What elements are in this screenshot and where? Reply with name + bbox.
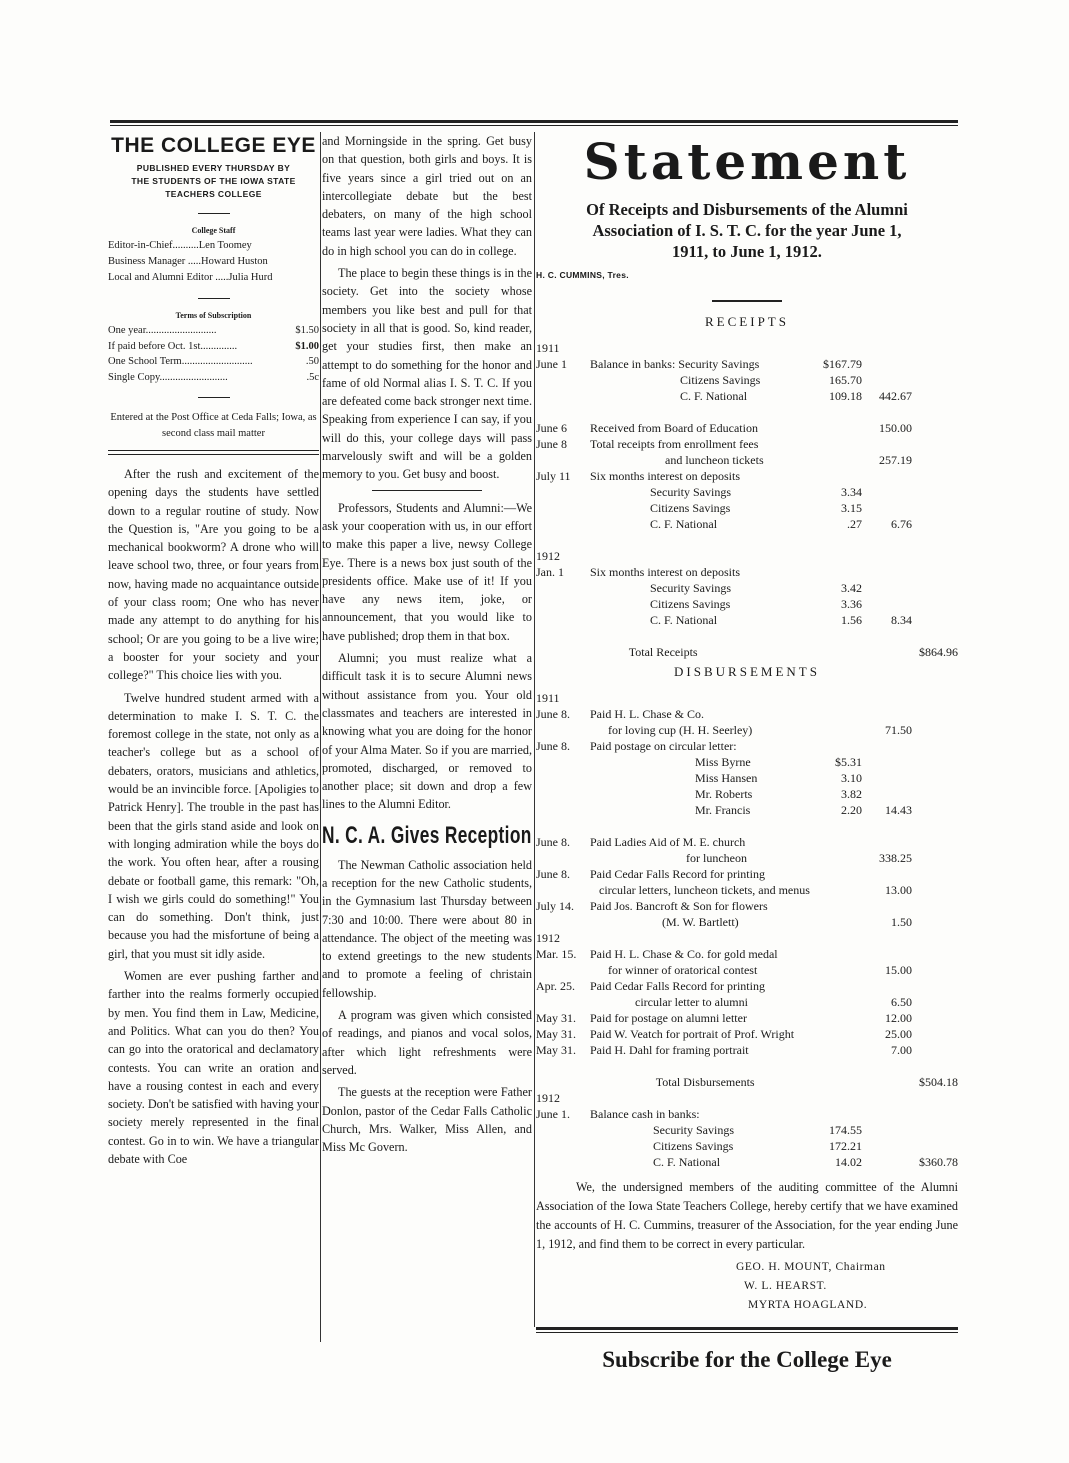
staff-heading: College Staff: [191, 226, 236, 235]
statement-subtitle: Association of I. S. T. C. for the year June 1,: [592, 221, 902, 240]
ledger-text: Balance in banks: Security Savings: [590, 357, 760, 371]
ledger-subtotal: 257.19: [879, 453, 912, 467]
ledger-total: $864.96: [919, 645, 958, 659]
ledger-row: [536, 866, 958, 882]
ledger-date: June 1: [536, 357, 567, 371]
ledger-row: [536, 1026, 958, 1042]
ledger-row: [536, 882, 958, 898]
disbursements-ledger: [536, 690, 958, 1170]
ledger-row: [536, 738, 958, 754]
editorial-paragraph: The place to begin these things is in the society. Get into the society whose members you like best and pull for that society in all that is good. So, kind reader, get your studies first, then make an attempt to do something for the honor and fame of old Normal alias I. S. T. C. If you are defeated come back stronger next time. Speaking from experience I can say, if you will do this, your college days will pass marvelously swift and will be a golden memory to you. Get busy and boost.: [322, 266, 532, 482]
ledger-total: $504.18: [919, 1075, 958, 1089]
terms-label: Single Copy..........................: [108, 371, 228, 383]
ledger-text: Paid for postage on alumni letter: [590, 1011, 747, 1025]
ledger-amount: 174.55: [829, 1123, 862, 1137]
column-divider: [534, 132, 535, 1327]
double-rule: [108, 450, 319, 455]
ledger-text: circular letters, luncheon tickets, and menus: [590, 883, 810, 897]
ledger-date: Jan. 1: [536, 565, 564, 579]
certification-paragraph: We, the undersigned members of the auditing committee of the Alumni Association of the Iowa State Teachers College, hereby certify that we have examined the accounts of H. C. Cummins, treasurer of the Association, for the year ending June 1, 1912, and find them to be correct in every particular.: [536, 1180, 958, 1251]
ledger-date: June 8: [536, 437, 567, 451]
bottom-rule: [536, 1327, 958, 1333]
ledger-text: Total Disbursements: [590, 1075, 755, 1089]
ledger-text: Mr. Roberts: [590, 787, 753, 801]
ledger-row: [536, 706, 958, 722]
top-rule-thin: [110, 125, 958, 126]
column-left: [108, 132, 319, 1172]
ledger-date: June 6: [536, 421, 567, 435]
column-divider: [320, 132, 321, 1342]
ledger-amount: 3.10: [841, 771, 862, 785]
ledger-subtotal: 6.76: [891, 517, 912, 531]
ledger-row: [536, 914, 958, 930]
ledger-subtotal: 442.67: [879, 389, 912, 403]
terms-label: One year...........................: [108, 325, 217, 336]
divider: [198, 397, 230, 398]
ledger-text: Paid Jos. Bancroft & Son for flowers: [590, 899, 768, 913]
ledger-text: Total Receipts: [590, 645, 698, 659]
ledger-amount: 3.15: [841, 501, 862, 515]
ledger-text: Security Savings: [590, 485, 731, 499]
ledger-row: [536, 452, 958, 468]
editorial-paragraph: and Morningside in the spring. Get busy on that question, both girls and boys. It is five years since a girl tried out on an intercollegiate debate but the best debaters, on many of the high school teams last year were ladies. What they can do in high school you can do in college.: [322, 134, 532, 258]
ledger-date: June 8.: [536, 867, 570, 881]
ledger-text: Balance cash in banks:: [590, 1107, 700, 1121]
top-rule: [110, 120, 958, 123]
ledger-text: Paid H. L. Chase & Co. for gold medal: [590, 947, 778, 961]
masthead-line: PUBLISHED EVERY THURSDAY BY: [136, 163, 291, 173]
ledger-text: for loving cup (H. H. Seerley): [590, 723, 753, 737]
terms-row: [108, 354, 319, 370]
ledger-row: [536, 1154, 958, 1170]
signature-member: MYRTA HOAGLAND.: [748, 1299, 868, 1311]
staff-local: Local and Alumni Editor .....Julia Hurd: [108, 272, 273, 283]
ledger-amount: 3.36: [841, 597, 862, 611]
ledger-date: July 11: [536, 469, 571, 483]
ledger-subtotal: 12.00: [885, 1011, 912, 1025]
signature-member: W. L. HEARST.: [744, 1280, 827, 1292]
disbursements-heading: DISBURSEMENTS: [674, 664, 820, 679]
ledger-row: [536, 532, 958, 548]
ledger-text: Paid Cedar Falls Record for printing: [590, 867, 765, 881]
reception-headline: N. C. A. Gives Reception: [322, 821, 532, 849]
ledger-text: Received from Board of Education: [590, 421, 758, 435]
ledger-text: Paid postage on circular letter:: [590, 739, 737, 753]
statement-title: Statement: [583, 132, 911, 191]
ledger-row: [536, 420, 958, 436]
ledger-row: [536, 930, 958, 946]
ledger-date: Mar. 15.: [536, 947, 577, 961]
ledger-row: [536, 500, 958, 516]
ledger-text: Citizens Savings: [590, 1139, 734, 1153]
treasurer-line: H. C. CUMMINS, Tres.: [536, 270, 629, 280]
ledger-text: and luncheon tickets: [590, 453, 764, 467]
ledger-text: Paid Cedar Falls Record for printing: [590, 979, 765, 993]
ledger-row: [536, 978, 958, 994]
ledger-row: [536, 834, 958, 850]
ledger-row: [536, 644, 958, 660]
ledger-subtotal: 338.25: [879, 851, 912, 865]
subscribe-banner: Subscribe for the College Eye: [602, 1347, 892, 1372]
ledger-row: [536, 388, 958, 404]
ledger-text: C. F. National: [590, 1155, 721, 1169]
ledger-row: [536, 802, 958, 818]
ledger-subtotal: 6.50: [891, 995, 912, 1009]
ledger-subtotal: 25.00: [885, 1027, 912, 1041]
ledger-row: [536, 484, 958, 500]
ledger-amount: $167.79: [823, 357, 862, 371]
terms-row: [108, 370, 319, 386]
ledger-row: [536, 372, 958, 388]
ledger-row: [536, 1074, 958, 1090]
ledger-row: [536, 754, 958, 770]
ledger-row: [536, 962, 958, 978]
ledger-date: June 8.: [536, 707, 570, 721]
ledger-text: Paid H. L. Chase & Co.: [590, 707, 704, 721]
terms-heading: Terms of Subscription: [175, 311, 252, 320]
ledger-text: Total receipts from enrollment fees: [590, 437, 759, 451]
receipts-ledger: [536, 340, 958, 660]
ledger-row: [536, 612, 958, 628]
ledger-date: 1912: [536, 549, 560, 563]
ledger-row: [536, 548, 958, 564]
ledger-amount: 2.20: [841, 803, 862, 817]
ledger-amount: 14.02: [835, 1155, 862, 1169]
divider: [198, 213, 230, 214]
ledger-text: Six months interest on deposits: [590, 565, 740, 579]
ledger-text: Paid Ladies Aid of M. E. church: [590, 835, 746, 849]
ledger-row: [536, 946, 958, 962]
statement-subtitle: Of Receipts and Disbursements of the Alumni: [586, 200, 908, 219]
ledger-amount: 3.82: [841, 787, 862, 801]
ledger-row: [536, 786, 958, 802]
ledger-subtotal: 14.43: [885, 803, 912, 817]
ledger-row: [536, 340, 958, 356]
ledger-amount: 165.70: [829, 373, 862, 387]
staff-business: Business Manager .....Howard Huston: [108, 256, 268, 267]
ledger-date: 1911: [536, 341, 560, 355]
ledger-amount: 1.56: [841, 613, 862, 627]
ledger-text: Paid H. Dahl for framing portrait: [590, 1043, 749, 1057]
editorial-paragraph: After the rush and excitement of the opening days the students have settled down to a regular routine of study. Now the Question is, "Are you going to be a mechanical bookworm? A drone who will leave school two, three, or four years from now, having made no acquaintance outside of your class room; One who has never made any attempt to do anything for his school; Or are you going to be a live wire; a booster for your society and your college?" This choice lies with you.: [108, 467, 319, 683]
ledger-row: [536, 690, 958, 706]
ledger-text: Security Savings: [590, 1123, 734, 1137]
ledger-subtotal: 150.00: [879, 421, 912, 435]
ledger-amount: 109.18: [829, 389, 862, 403]
masthead-line: THE STUDENTS OF THE IOWA STATE: [131, 176, 296, 186]
ledger-row: [536, 516, 958, 532]
terms-row: [108, 339, 319, 355]
ledger-date: May 31.: [536, 1011, 576, 1025]
ledger-text: Miss Hansen: [590, 771, 758, 785]
signature-chairman: GEO. H. MOUNT, Chairman: [736, 1261, 886, 1273]
ledger-row: [536, 722, 958, 738]
ledger-date: Apr. 25.: [536, 979, 575, 993]
ledger-row: [536, 468, 958, 484]
ledger-text: Mr. Francis: [590, 803, 751, 817]
alumni-paragraph: Alumni; you must realize what a difficult task it is to secure Alumni news without assistance from you. Your old classmates and teachers are interested in knowing what you are doing for the honor of your Alma Mater. So if you are married, promoted, discharged, or removed to another place; sit down and drop a few lines to the Alumni Editor.: [322, 651, 532, 812]
ledger-date: May 31.: [536, 1043, 576, 1057]
terms-list: [108, 323, 319, 385]
column-right: [536, 132, 958, 1373]
ledger-row: [536, 1090, 958, 1106]
ledger-text: C. F. National: [590, 613, 718, 627]
terms-price: .5c: [306, 371, 319, 383]
ledger-subtotal: 71.50: [885, 723, 912, 737]
ledger-row: [536, 628, 958, 644]
ledger-text: for luncheon: [590, 851, 747, 865]
entered-notice: Entered at the Post Office at Ceda Falls; Iowa, as second class mail matter: [110, 412, 317, 439]
terms-price: .50: [305, 356, 319, 367]
ledger-subtotal: 8.34: [891, 613, 912, 627]
column-middle: [322, 132, 532, 1160]
terms-label: If paid before Oct. 1st..............: [108, 340, 238, 352]
ledger-total: $360.78: [919, 1155, 958, 1169]
ledger-row: [536, 404, 958, 420]
ledger-subtotal: 13.00: [885, 883, 912, 897]
alumni-paragraph: Professors, Students and Alumni:—We ask your cooperation with us, in our effort to make this paper a live, newsy College Eye. There is a news box just south of the presidents office. Make use of it! If you have any news item, joke, or announcement, that you would like to have published; drop them in that box.: [322, 500, 532, 643]
terms-row: [108, 323, 319, 339]
divider: [372, 490, 482, 491]
ledger-subtotal: 1.50: [891, 915, 912, 929]
ledger-date: 1912: [536, 1091, 560, 1105]
ledger-row: [536, 564, 958, 580]
masthead-line: TEACHERS COLLEGE: [165, 189, 262, 199]
ledger-row: [536, 436, 958, 452]
editorial-paragraph: Women are ever pushing farther and farther into the realms formerly occupied by men. You find them in Law, Medicine, and Politics. What can you do then? You can go into the oratorical and declamatory contests. You can write an oration and have a rousing contest in each and every society. Don't be satisfied with having your society merely represented in the final contest. Go in to win. We have a triangular debate with Coe: [108, 969, 319, 1166]
ledger-row: [536, 1010, 958, 1026]
ledger-row: [536, 1042, 958, 1058]
ledger-row: [536, 356, 958, 372]
receipts-heading: RECEIPTS: [705, 314, 789, 329]
ledger-row: [536, 596, 958, 612]
editorial-paragraph: Twelve hundred student armed with a determination to make I. S. T. C. the foremost college in the state, not only as a teacher's college but as a school of debaters, orators, musicians and athletics, would be an invincible force. [Apoligies to Patrick Henry]. The trouble in the past has been that the girls stand aside and look on with longing admiration while the boys do the work. You often hear, after a rousing debate or football game, this remark: "Oh, I wish we girls could do something!" You can do something. Don't think, just because you had the misfortune of being a girl, that you must sit idly aside.: [108, 690, 319, 961]
ledger-row: [536, 1138, 958, 1154]
terms-label: One School Term...........................: [108, 356, 253, 367]
ledger-date: June 8.: [536, 835, 570, 849]
ledger-amount: .27: [847, 517, 862, 531]
reception-paragraph: The guests at the reception were Father Donlon, pastor of the Cedar Falls Catholic Church, Mrs. Walker, Miss Allen, and Miss Mc Govern.: [322, 1085, 532, 1155]
ledger-subtotal: 7.00: [891, 1043, 912, 1057]
reception-paragraph: A program was given which consisted of readings, and pianos and vocal solos, after which light refreshments were served.: [322, 1008, 532, 1077]
ledger-date: July 14.: [536, 899, 575, 913]
ledger-row: [536, 770, 958, 786]
ledger-subtotal: 15.00: [885, 963, 912, 977]
terms-price: $1.00: [295, 340, 319, 352]
terms-price: $1.50: [295, 325, 319, 336]
ledger-text: Six months interest on deposits: [590, 469, 740, 483]
ledger-text: (M. W. Bartlett): [590, 915, 739, 929]
ledger-text: C. F. National: [590, 517, 718, 531]
ledger-text: for winner of oratorical contest: [590, 963, 758, 977]
ledger-row: [536, 580, 958, 596]
divider: [712, 300, 782, 302]
ledger-row: [536, 1122, 958, 1138]
reception-paragraph: The Newman Catholic association held a reception for the new Catholic students, in the Gymnasium last Thursday between 7:30 and 10:00. There were about 80 in attendance. The object of the meeting was to extend greetings to the new students and to promote a feeling of christain fellowship.: [322, 857, 532, 1000]
ledger-amount: 3.42: [841, 581, 862, 595]
ledger-date: 1912: [536, 931, 560, 945]
ledger-row: [536, 1106, 958, 1122]
ledger-amount: $5.31: [835, 755, 862, 769]
ledger-row: [536, 818, 958, 834]
ledger-text: circular letter to alumni: [590, 995, 748, 1009]
ledger-text: Paid W. Veatch for portrait of Prof. Wright: [590, 1027, 795, 1041]
ledger-row: [536, 850, 958, 866]
ledger-date: June 8.: [536, 739, 570, 753]
ledger-row: [536, 994, 958, 1010]
statement-subtitle: 1911, to June 1, 1912.: [672, 242, 822, 261]
ledger-text: Citizens Savings: [590, 373, 761, 387]
ledger-row: [536, 1058, 958, 1074]
ledger-amount: 3.34: [841, 485, 862, 499]
ledger-text: C. F. National: [590, 389, 748, 403]
ledger-text: Citizens Savings: [590, 501, 731, 515]
masthead-title: THE COLLEGE EYE: [111, 134, 316, 157]
ledger-amount: 172.21: [829, 1139, 862, 1153]
ledger-date: May 31.: [536, 1027, 576, 1041]
ledger-text: Miss Byrne: [590, 755, 751, 769]
divider: [198, 298, 230, 299]
ledger-date: June 1.: [536, 1107, 570, 1121]
ledger-row: [536, 898, 958, 914]
staff-editor: Editor-in-Chief..........Len Toomey: [108, 240, 252, 251]
ledger-date: 1911: [536, 691, 560, 705]
ledger-text: Citizens Savings: [590, 597, 731, 611]
ledger-text: Security Savings: [590, 581, 731, 595]
